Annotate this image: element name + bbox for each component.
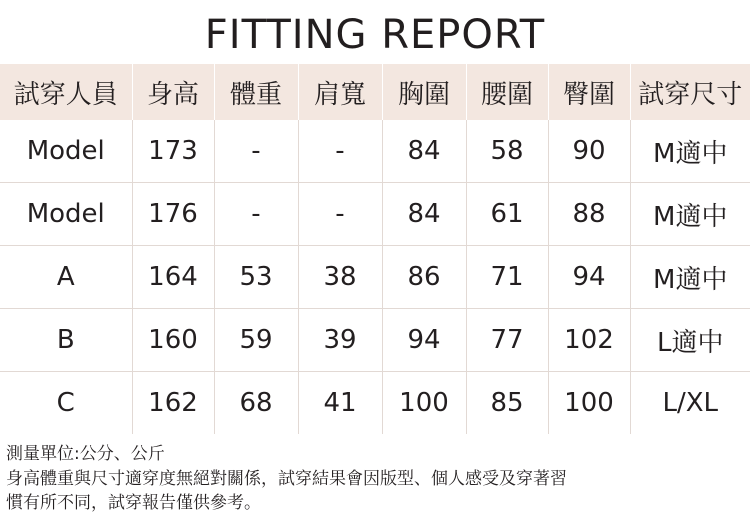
cell-waist: 61: [466, 183, 548, 246]
cell-size: L適中: [630, 309, 750, 372]
table-row: [0, 120, 750, 183]
cell-height: 162: [132, 372, 214, 435]
footnote-line: 慣有所不同，試穿報告僅供參考。: [6, 493, 261, 514]
cell-weight: 68: [214, 372, 298, 435]
cell-height: 160: [132, 309, 214, 372]
cell-height: 164: [132, 246, 214, 309]
table-body: [0, 120, 750, 434]
column-header-size: 試穿尺寸: [638, 79, 743, 110]
column-header-shoulder: 肩寬: [298, 64, 382, 120]
footnotes: [0, 434, 750, 516]
column-header-height: 身高: [132, 64, 214, 120]
table-row: [0, 372, 750, 435]
cell-tester: B: [0, 309, 132, 372]
cell-hip: 88: [548, 183, 630, 246]
cell-shoulder: 39: [298, 309, 382, 372]
cell-hip: 100: [548, 372, 630, 435]
cell-tester: Model: [0, 120, 132, 183]
cell-hip: 90: [548, 120, 630, 183]
column-header-tester: 試穿人員: [0, 64, 132, 120]
cell-height: 176: [132, 183, 214, 246]
column-header-hip: 臀圍: [548, 64, 630, 120]
cell-size: M適中: [630, 246, 750, 309]
table-row: [0, 309, 750, 372]
cell-shoulder: -: [298, 183, 382, 246]
column-header-waist: 腰圍: [466, 64, 548, 120]
cell-tester: Model: [0, 183, 132, 246]
cell-waist: 85: [466, 372, 548, 435]
cell-shoulder: 38: [298, 246, 382, 309]
table-row: [0, 183, 750, 246]
cell-waist: 71: [466, 246, 548, 309]
cell-tester: A: [0, 246, 132, 309]
cell-size: M適中: [630, 183, 750, 246]
cell-bust: 94: [382, 309, 466, 372]
cell-weight: 59: [214, 309, 298, 372]
cell-bust: 100: [382, 372, 466, 435]
column-header-weight: 體重: [214, 64, 298, 120]
page-title: FITTING REPORT: [204, 12, 546, 58]
cell-weight: -: [214, 183, 298, 246]
cell-weight: -: [214, 120, 298, 183]
table-header-row: [0, 64, 750, 120]
cell-shoulder: 41: [298, 372, 382, 435]
cell-height: 173: [132, 120, 214, 183]
cell-bust: 86: [382, 246, 466, 309]
cell-hip: 102: [548, 309, 630, 372]
table-header: [0, 64, 750, 120]
cell-weight: 53: [214, 246, 298, 309]
cell-tester: C: [0, 372, 132, 435]
cell-bust: 84: [382, 183, 466, 246]
cell-size: L/XL: [662, 388, 719, 418]
column-header-bust: 胸圍: [382, 64, 466, 120]
table-row: [0, 246, 750, 309]
cell-waist: 77: [466, 309, 548, 372]
cell-size: M適中: [630, 120, 750, 183]
cell-hip: 94: [548, 246, 630, 309]
cell-bust: 84: [382, 120, 466, 183]
cell-waist: 58: [466, 120, 548, 183]
cell-shoulder: -: [298, 120, 382, 183]
footnote-line: 測量單位:公分、公斤: [6, 444, 165, 464]
footnote-line: 身高體重與尺寸適穿度無絕對關係，試穿結果會因版型、個人感受及穿著習: [6, 468, 567, 489]
fitting-report-table: [0, 64, 750, 434]
